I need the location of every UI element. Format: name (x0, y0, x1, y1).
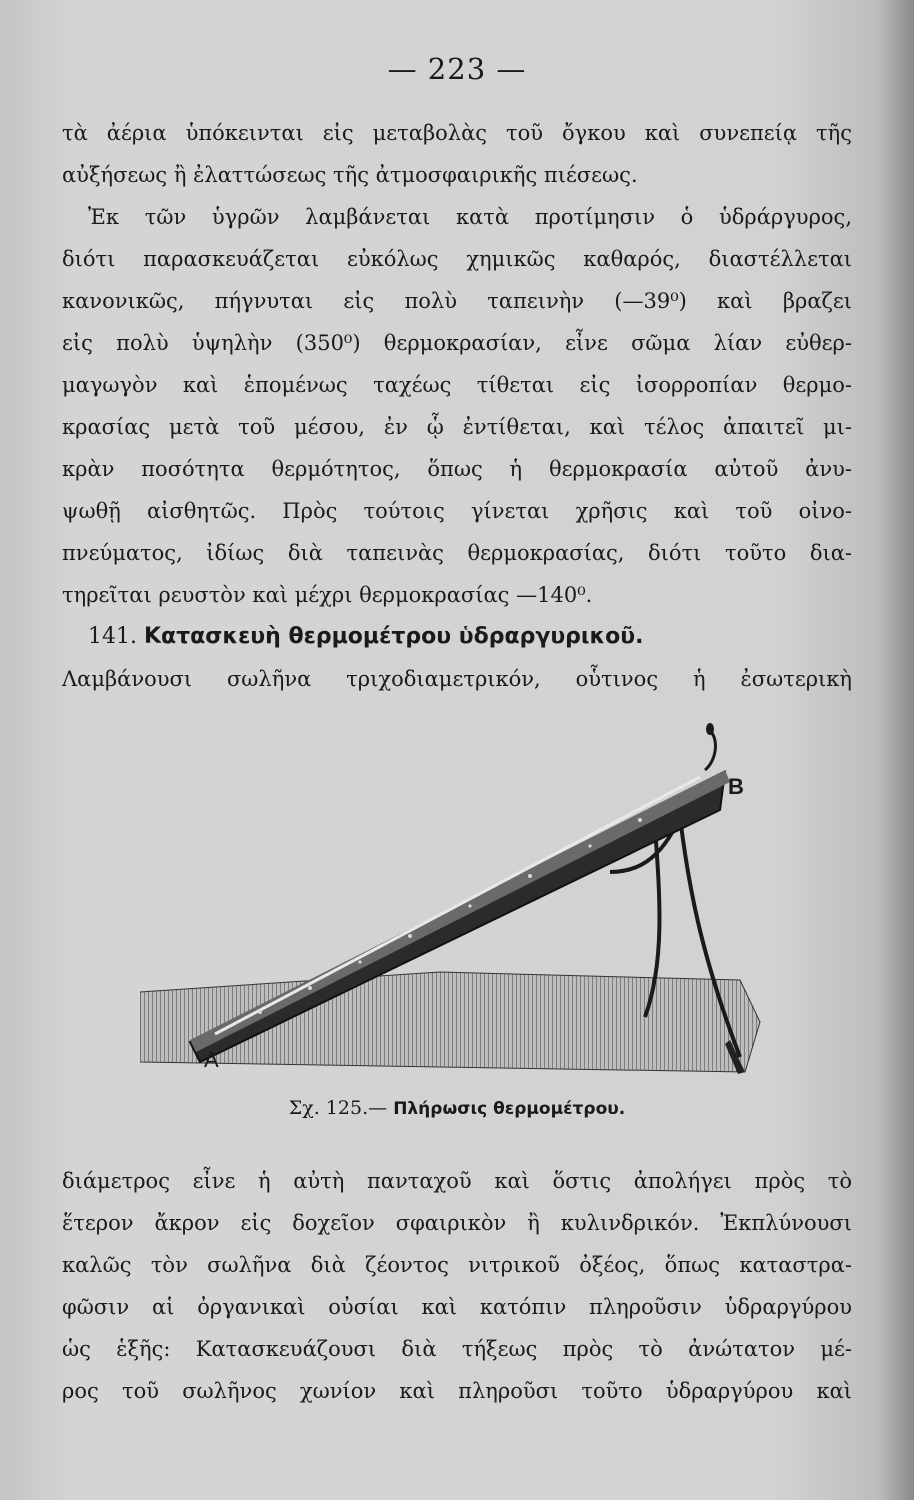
figure-caption (0, 1097, 914, 1119)
text-line: ἕτερον ἄκρον εἰς δοχεῖον σφαιρικὸν ἢ κυλινδρικόν. Ἐκπλύνουσι (62, 1211, 852, 1235)
text-line: κανονικῶς, πήγνυται εἰς πολὺ ταπεινὴν (—39⁰) καὶ βραζει (62, 289, 852, 313)
text-line: κρὰν ποσότητα θερμότητος, ὅπως ἡ θερμοκρασία αὐτοῦ ἀνυ- (62, 457, 852, 481)
figure-label-a: A (204, 1047, 219, 1072)
text-line: ψωθῇ αἰσθητῶς. Πρὸς τούτοις γίνεται χρῆσις καὶ τοῦ οἰνο- (62, 499, 852, 523)
text-line: καλῶς τὸν σωλῆνα διὰ ζέοντος νιτρικοῦ ὀξέος, ὅπως καταστρα- (62, 1253, 852, 1277)
text-line: μαγωγὸν καὶ ἑπομένως ταχέως τίθεται εἰς ἰσορροπίαν θερμο- (62, 373, 852, 397)
text-line: τηρεῖται ρευστὸν καὶ μέχρι θερμοκρασίας —140⁰. (62, 583, 593, 607)
text-line: πνεύματος, ἰδίως διὰ ταπεινὰς θερμοκρασίας, διότι τοῦτο δια- (62, 541, 852, 565)
caption-title: Πλήρωσις θερμομέτρου. (393, 1099, 626, 1119)
lower-paragraph (62, 1160, 852, 1412)
text-line: ὡς ἑξῆς: Κατασκευάζουσι διὰ τήξεως πρὸς τὸ ἀνώτατον μέ- (62, 1337, 852, 1361)
bulb-end (706, 723, 714, 735)
text-line: ρος τοῦ σωλῆνος χωνίον καὶ πληροῦσι τοῦτο ὑδραργύρου καὶ (62, 1379, 852, 1403)
text-line: αὐξήσεως ἢ ἐλαττώσεως τῆς ἀτμοσφαιρικῆς πιέσεως. (62, 163, 638, 187)
thermometer-filling-figure (140, 722, 780, 1092)
caption-number: Σχ. 125.— (288, 1097, 388, 1119)
text-line: Λαμβάνουσι σωλῆνα τριχοδιαμετρικόν, οὗτινος ἡ ἐσωτερικὴ (62, 667, 852, 691)
text-line: διάμετρος εἶνε ἡ αὐτὴ πανταχοῦ καὶ ὅστις ἀπολήγει πρὸς τὸ (62, 1169, 852, 1193)
page-number: — 223 — (387, 52, 527, 86)
thermometer-bulb (705, 730, 715, 770)
text-line: τὰ ἀέρια ὑπόκεινται εἰς μεταβολὰς τοῦ ὄγκου καὶ συνεπείᾳ τῆς (62, 121, 852, 145)
section-number: 141. (88, 624, 137, 649)
section-title: Κατασκευὴ θερμομέτρου ὑδραργυρικοῦ. (143, 624, 644, 649)
text-line: φῶσιν αἱ ὀργανικαὶ οὐσίαι καὶ κατόπιν πληροῦσιν ὑδραργύρου (62, 1295, 852, 1319)
upper-paragraph (62, 112, 852, 700)
text-line: Ἐκ τῶν ὑγρῶν λαμβάνεται κατὰ προτίμησιν ὁ ὑδράργυρος, (88, 205, 852, 229)
text-line: διότι παρασκευάζεται εὐκόλως χημικῶς καθαρός, διαστέλλεται (62, 247, 852, 271)
section-heading (62, 616, 852, 658)
text-line: κρασίας μετὰ τοῦ μέσου, ἐν ᾧ ἐντίθεται, καὶ τέλος ἀπαιτεῖ μι- (62, 415, 852, 439)
figure-label-b: B (728, 774, 744, 799)
text-line: εἰς πολὺ ὑψηλὴν (350⁰) θερμοκρασίαν, εἶνε σῶμα λίαν εὐθερ- (62, 331, 852, 355)
